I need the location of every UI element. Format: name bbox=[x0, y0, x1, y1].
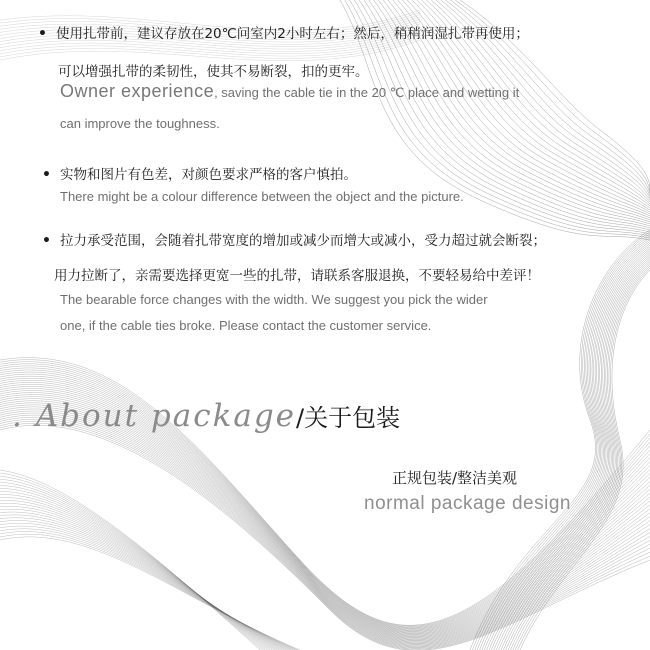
package-subtitle-en: normal package design bbox=[364, 493, 571, 514]
wave-line bbox=[0, 473, 262, 650]
note-3-en-line-1: The bearable force changes with the width. We suggest you pick the wider bbox=[60, 292, 488, 307]
wave-line bbox=[0, 476, 263, 650]
note-1-en-line-1 bbox=[60, 81, 519, 102]
about-package-title-zh: /关于包装 bbox=[296, 404, 401, 432]
wave-bundle-bottom-left bbox=[0, 470, 300, 650]
wave-line bbox=[0, 425, 650, 650]
wave-line bbox=[0, 407, 650, 643]
note-3-zh-line-1 bbox=[42, 229, 546, 249]
about-package-title-en: . About package bbox=[12, 398, 297, 434]
about-package-heading bbox=[12, 398, 400, 434]
note-1-zh-line-2: 可以增强扎带的柔韧性，使其不易断裂，扣的更牢。 bbox=[58, 64, 369, 80]
bullet-icon: • bbox=[42, 233, 51, 249]
note-2-en-line-1: There might be a colour difference between the object and the picture. bbox=[60, 189, 464, 204]
note-3-zh-line-2: 用力拉断了，亲需要选择更宽一些的扎带，请联系客服退换，不要轻易给中差评！ bbox=[54, 268, 540, 284]
note-3-en-line-2: one, if the cable ties broke. Please contact the customer service. bbox=[60, 318, 432, 333]
wave-line bbox=[0, 403, 650, 642]
wave-line bbox=[0, 421, 650, 649]
wave-line bbox=[0, 405, 650, 643]
wave-line bbox=[0, 40, 420, 61]
bullet-icon: • bbox=[38, 26, 47, 42]
note-1-zh-text-1: 使用扎带前，建议存放在20℃问室内2小时左右；然后，稍稍润湿扎带再使用； bbox=[55, 26, 529, 42]
wave-line bbox=[470, 230, 650, 650]
wave-line bbox=[0, 470, 260, 650]
note-1-en-text-1: , saving the cable tie in the 20 ℃ place and wetting it bbox=[214, 85, 520, 100]
note-1-en-line-2: can improve the toughness. bbox=[60, 116, 220, 131]
wave-bundle-right-descending bbox=[470, 230, 650, 650]
package-subtitle-zh: 正规包装/整洁美观 bbox=[392, 469, 518, 487]
note-3-zh-text-1: 拉力承受范围，会随着扎带宽度的增加或减少而增大或减小，受力超过就会断裂； bbox=[59, 233, 546, 249]
note-2-zh-line-1 bbox=[42, 163, 357, 183]
wave-line bbox=[0, 423, 650, 649]
note-2-zh-text-1: 实物和图片有色差，对颜色要求严格的客户慎拍。 bbox=[59, 167, 357, 183]
wave-line bbox=[480, 238, 650, 650]
note-1-zh-line-1 bbox=[38, 22, 529, 42]
bullet-icon: • bbox=[42, 167, 51, 183]
owner-experience-heading: Owner experience bbox=[60, 81, 215, 101]
wave-line bbox=[494, 249, 650, 650]
